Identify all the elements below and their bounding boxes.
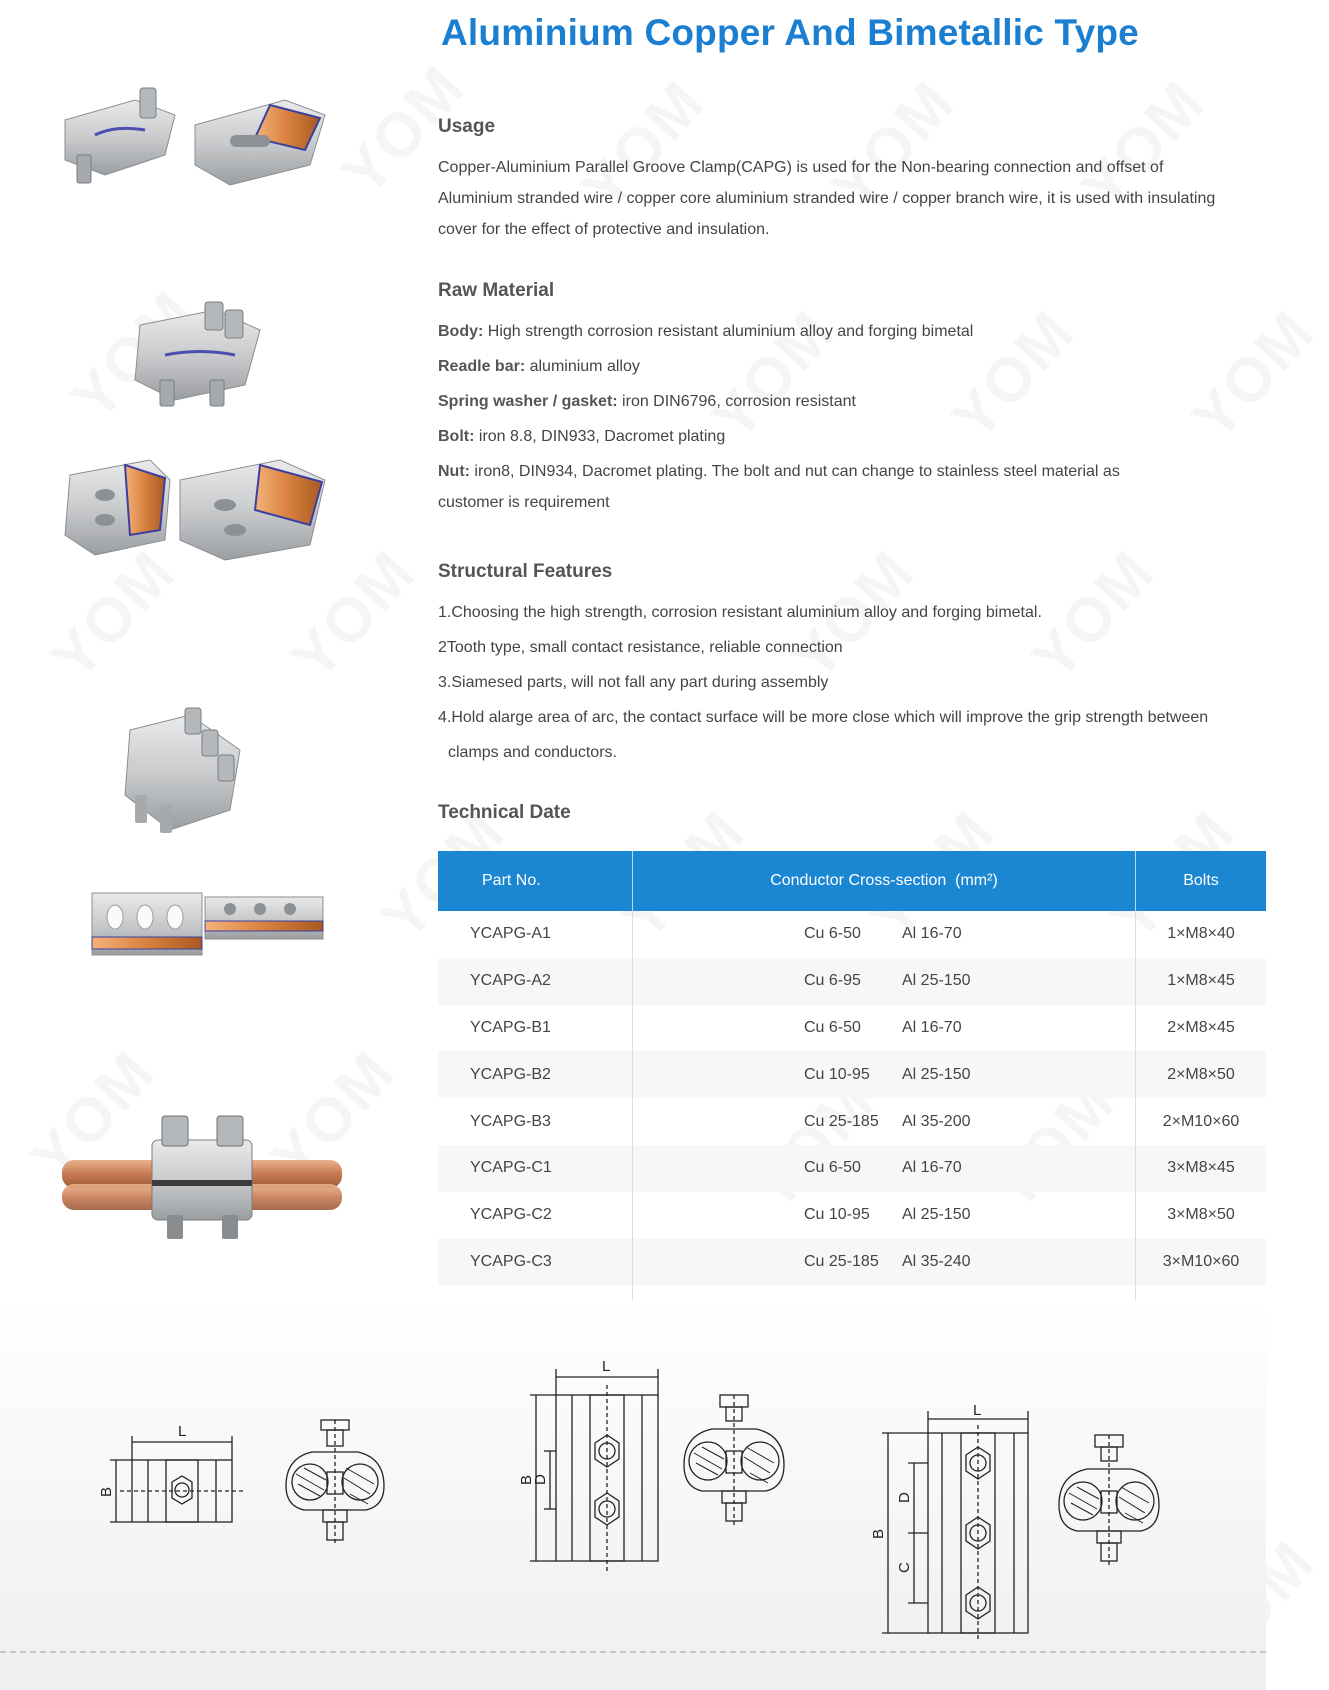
part-no-cell: YCAPG-C2 <box>438 1192 633 1239</box>
bolts-cell: 3×M8×45 <box>1136 1145 1267 1192</box>
copper-range: Cu 6-50 <box>804 925 861 943</box>
material-item <box>438 419 1256 454</box>
aluminium-range: Al 16-70 <box>902 925 962 943</box>
clamp-photo-a <box>55 80 355 200</box>
copper-range: Cu 10-95 <box>804 1065 870 1083</box>
clamp-photo-e <box>90 885 330 965</box>
material-item <box>438 384 1256 419</box>
aluminium-range: Al 25-150 <box>902 1206 971 1224</box>
part-no-cell: YCAPG-A2 <box>438 958 633 1005</box>
dimension-label-b: B <box>870 1528 887 1539</box>
dimension-label-b: B <box>98 1486 115 1497</box>
clamp-on-cable-photo <box>62 1110 342 1250</box>
dimension-label-l: L <box>973 1402 982 1419</box>
part-no-cell: YCAPG-B2 <box>438 1051 633 1098</box>
material-label: Spring washer / gasket: <box>438 393 618 410</box>
bolts-cell: 2×M8×45 <box>1167 1018 1235 1036</box>
conductor-cell <box>633 1005 1136 1052</box>
bolts-cell: 1×M8×45 <box>1136 958 1267 1005</box>
conductor-cell <box>633 1192 1136 1239</box>
dimension-label-d: D <box>896 1492 913 1503</box>
technical-section <box>438 802 1256 824</box>
table-row <box>438 958 1266 1005</box>
technical-heading: Technical Date <box>438 802 571 823</box>
material-label: Body: <box>438 323 484 340</box>
aluminium-range: Al 35-200 <box>902 1112 971 1130</box>
clamp-photo-d <box>110 700 260 840</box>
aluminium-range: Al 25-150 <box>902 1065 971 1083</box>
material-value: aluminium alloy <box>525 358 640 375</box>
table-row <box>438 911 1266 958</box>
aluminium-range: Al 25-150 <box>902 972 971 990</box>
feature-item: 4.Hold alarge area of arc, the contact surface will be more close which will improve the grip strength between <box>438 709 1209 726</box>
material-item <box>438 349 1256 384</box>
part-no-cell: YCAPG-B3 <box>438 1098 633 1145</box>
aluminium-range: Al 16-70 <box>902 1159 962 1177</box>
aluminium-range: Al 35-240 <box>902 1252 971 1270</box>
raw-material-section <box>438 280 1256 517</box>
usage-text-line: Copper-Aluminium Parallel Groove Clamp(CAPG) is used for the Non-bearing connection and offset of <box>438 159 1164 176</box>
material-value: iron8, DIN934, Dacromet plating. The bolt and nut can change to stainless steel material as <box>469 463 1120 480</box>
material-item <box>438 314 1256 349</box>
drawing-triple-bolt <box>870 1402 1190 1650</box>
feature-item: 2Tooth type, small contact resistance, reliable connection <box>438 639 843 656</box>
dimension-label-c: C <box>896 1562 913 1573</box>
material-item <box>438 454 1256 489</box>
dimension-label-b: B <box>518 1474 535 1485</box>
material-label: Readle bar: <box>438 358 526 375</box>
drawing-single-bolt-section <box>286 1420 384 1544</box>
page-title: Aluminium Copper And Bimetallic Type <box>441 12 1139 53</box>
bolts-cell: 3×M8×50 <box>1167 1206 1235 1224</box>
material-label: Nut: <box>438 463 470 480</box>
aluminium-range: Al 16-70 <box>902 1018 962 1036</box>
feature-item: 1.Choosing the high strength, corrosion resistant aluminium alloy and forging bimetal. <box>438 604 1042 621</box>
part-no-cell: YCAPG-C3 <box>438 1239 633 1286</box>
column-header-bolts: Bolts <box>1136 851 1267 911</box>
column-header-conductor: Conductor Cross-section (mm²) <box>633 851 1136 911</box>
usage-heading: Usage <box>438 116 496 137</box>
part-no-cell: YCAPG-B1 <box>438 1005 633 1052</box>
table-row <box>438 1239 1266 1286</box>
usage-text-line: Aluminium stranded wire / copper core aluminium stranded wire / copper branch wire, it is used with insulating <box>438 190 1216 207</box>
part-no-cell: YCAPG-C1 <box>438 1145 633 1192</box>
table-row <box>438 1051 1266 1098</box>
material-label: Bolt: <box>438 428 475 445</box>
bolts-cell: 3×M10×60 <box>1136 1239 1267 1286</box>
copper-range: Cu 6-50 <box>804 1159 861 1177</box>
material-value: iron DIN6796, corrosion resistant <box>617 393 856 410</box>
conductor-cell <box>633 1051 1136 1098</box>
copper-range: Cu 25-185 <box>804 1252 879 1270</box>
table-row <box>438 1098 1266 1145</box>
bolts-cell: 2×M8×50 <box>1136 1051 1267 1098</box>
usage-text-line: cover for the effect of protective and insulation. <box>438 221 770 238</box>
drawing-double-bolt-section <box>684 1395 784 1525</box>
table-row <box>438 1145 1266 1192</box>
bolts-cell: 2×M10×60 <box>1162 1112 1240 1130</box>
table-row <box>438 1192 1266 1239</box>
raw-material-heading: Raw Material <box>438 280 555 301</box>
copper-range: Cu 10-95 <box>804 1206 870 1224</box>
copper-range: Cu 6-95 <box>804 972 861 990</box>
dimension-label-l: L <box>602 1358 611 1375</box>
conductor-cell <box>633 1239 1136 1286</box>
bolts-cell: 1×M8×40 <box>1167 925 1235 943</box>
conductor-cell <box>633 1098 1136 1145</box>
clamp-photo-c <box>60 450 330 565</box>
dimension-label-l: L <box>178 1423 187 1440</box>
table-row <box>438 1005 1266 1052</box>
feature-continuation: clamps and conductors. <box>448 744 617 761</box>
drawing-single-bolt <box>90 1420 400 1570</box>
clamp-photo-b <box>120 300 320 415</box>
conductor-cell <box>633 958 1136 1005</box>
features-heading: Structural Features <box>438 561 613 582</box>
column-header-part-no: Part No. <box>438 851 633 911</box>
conductor-cell <box>633 911 1136 958</box>
part-no-cell: YCAPG-A1 <box>438 911 633 958</box>
bottom-divider <box>0 1651 1266 1653</box>
copper-range: Cu 6-50 <box>804 1018 861 1036</box>
features-section <box>438 561 1256 770</box>
table-header-row <box>438 851 1266 911</box>
technical-table <box>438 851 1266 1335</box>
drawing-double-bolt <box>520 1355 800 1595</box>
material-value: iron 8.8, DIN933, Dacromet plating <box>474 428 726 445</box>
drawing-triple-bolt-section <box>1059 1435 1159 1565</box>
material-value: High strength corrosion resistant aluminium alloy and forging bimetal <box>483 323 974 340</box>
usage-section <box>438 116 1256 245</box>
dimension-label-d: D <box>532 1474 549 1485</box>
material-continuation: customer is requirement <box>438 494 610 511</box>
conductor-cell <box>633 1145 1136 1192</box>
feature-item: 3.Siamesed parts, will not fall any part during assembly <box>438 674 829 691</box>
copper-range: Cu 25-185 <box>804 1112 879 1130</box>
